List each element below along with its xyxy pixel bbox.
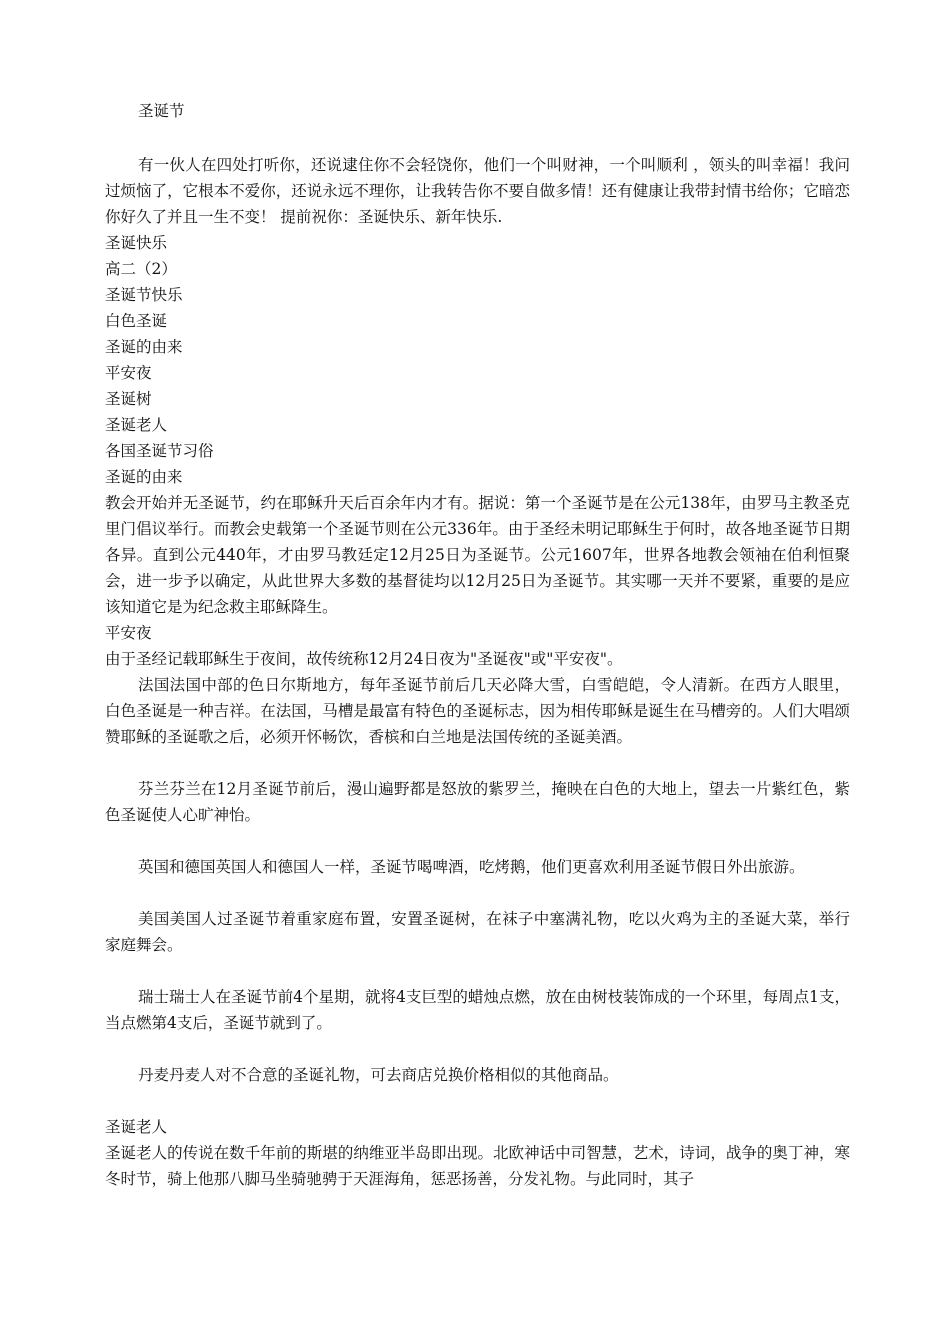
document-title: 圣诞节 [138, 102, 185, 120]
toc-item: 高二（2） [105, 260, 177, 278]
custom-paragraph-finland: 芬兰芬兰在12月圣诞节前后，漫山遍野都是怒放的紫罗兰，掩映在白色的大地上，望去一片紫红色，紫色圣诞使人心旷神怡。 [105, 780, 850, 824]
document-page [105, 98, 850, 1192]
eve-paragraph: 由于圣经记载耶稣生于夜间，故传统称12月24日夜为"圣诞夜"或"平安夜"。 [105, 650, 623, 668]
custom-paragraph-usa: 美国美国人过圣诞节着重家庭布置，安置圣诞树，在袜子中塞满礼物，吃以火鸡为主的圣诞大菜，举行家庭舞会。 [105, 910, 850, 954]
toc-item: 圣诞快乐 [105, 234, 168, 252]
section-heading-santa: 圣诞老人 [105, 1118, 168, 1136]
santa-paragraph: 圣诞老人的传说在数千年前的斯堪的纳维亚半岛即出现。北欧神话中司智慧，艺术，诗词，战争的奥丁神，寒冬时节，骑上他那八脚马坐骑驰骋于天涯海角，惩恶扬善，分发礼物。与此同时，其子 [105, 1144, 850, 1188]
toc-item: 圣诞节快乐 [105, 286, 183, 304]
custom-paragraph-denmark: 丹麦丹麦人对不合意的圣诞礼物，可去商店兑换价格相似的其他商品。 [138, 1066, 619, 1084]
section-heading-origin: 圣诞的由来 [105, 468, 183, 486]
toc-item: 圣诞树 [105, 390, 152, 408]
toc-item: 各国圣诞节习俗 [105, 442, 214, 460]
custom-paragraph-france: 法国法国中部的色日尔斯地方，每年圣诞节前后几天必降大雪，白雪皑皑，令人清新。在西方人眼里，白色圣诞是一种吉祥。在法国，马槽是最富有特色的圣诞标志，因为相传耶稣是诞生在马槽旁的。人们大唱颂赞耶稣的圣诞歌之后，必须开怀畅饮，香槟和白兰地是法国传统的圣诞美酒。 [105, 676, 850, 746]
toc-item: 圣诞老人 [105, 416, 168, 434]
toc-item: 圣诞的由来 [105, 338, 183, 356]
section-heading-eve: 平安夜 [105, 624, 152, 642]
custom-paragraph-switzerland: 瑞士瑞士人在圣诞节前4个星期，就将4支巨型的蜡烛点燃，放在由树枝装饰成的一个环里，每周点1支，当点燃第4支后，圣诞节就到了。 [105, 988, 850, 1032]
origin-paragraph: 教会开始并无圣诞节，约在耶稣升天后百余年内才有。据说：第一个圣诞节是在公元138年，由罗马主教圣克里门倡议举行。而教会史载第一个圣诞节则在公元336年。由于圣经未明记耶稣生于何时，故各地圣诞节日期各异。直到公元440年，才由罗马教廷定12月25日为圣诞节。公元1607年，世界各地教会领袖在伯利恒聚会，进一步予以确定，从此世界大多数的基督徒均以12月25日为圣诞节。其实哪一天并不要紧，重要的是应该知道它是为纪念救主耶稣降生。 [105, 494, 850, 616]
toc-item: 白色圣诞 [105, 312, 168, 330]
custom-paragraph-uk-germany: 英国和德国英国人和德国人一样，圣诞节喝啤酒，吃烤鹅，他们更喜欢利用圣诞节假日外出旅游。 [138, 858, 805, 876]
greeting-paragraph: 有一伙人在四处打听你，还说逮住你不会轻饶你，他们一个叫财神，一个叫顺利 ，领头的叫幸福！我问过烦恼了，它根本不爱你，还说永远不理你，让我转告你不要自做多情！还有健康让我带封情书给你；它暗恋你好久了并且一生不变！ 提前祝你：圣诞快乐、新年快乐. [105, 156, 850, 226]
toc-item: 平安夜 [105, 364, 152, 382]
